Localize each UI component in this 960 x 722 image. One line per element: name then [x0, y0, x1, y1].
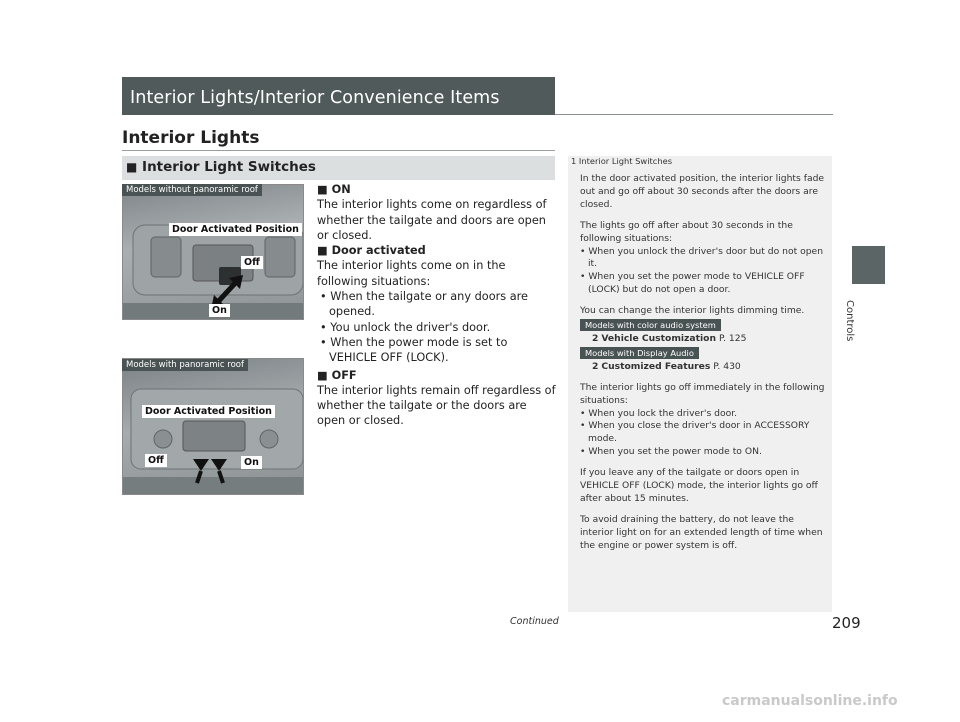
note-body	[580, 173, 830, 553]
note-p4: The interior lights go off immediately in the following situations:	[580, 381, 825, 406]
note-p2: The lights go off after about 30 seconds in the following situations:	[580, 219, 793, 244]
door-bullet-1: • When the tailgate or any doors are opened.	[320, 290, 528, 319]
watermark: carmanualsonline.info	[722, 693, 898, 709]
ref-customized-features-label: Customized Features	[601, 360, 711, 372]
on-text: The interior lights come on regardless of whether the tailgate and doors are open or closed.	[317, 198, 547, 242]
overhead-console-illustration-2	[123, 359, 303, 494]
note-p2-bullet-1: • When you unlock the driver's door but do not open it.	[580, 245, 824, 270]
figure-tag-panoramic: Models with panoramic roof	[122, 359, 248, 371]
subsection-marker: ■	[126, 160, 138, 174]
callout-on-bottom: On	[241, 456, 262, 469]
note-p4-bullet-2: • When you close the driver's door in ACCESSORY mode.	[580, 420, 810, 445]
page-number: 209	[832, 614, 861, 632]
note-header: 1 Interior Light Switches	[571, 156, 673, 166]
overhead-console-illustration	[123, 185, 303, 319]
tag-display-audio: Models with Display Audio	[580, 347, 699, 359]
callout-door-activated-bottom: Door Activated Position	[142, 405, 275, 418]
door-text: The interior lights come on in the following situations:	[317, 259, 506, 288]
ref-vehicle-customization-label: Vehicle Customization	[601, 332, 717, 344]
section-title: Interior Lights	[122, 128, 260, 148]
subsection-title	[126, 159, 316, 175]
figure-no-panoramic-roof	[122, 184, 304, 320]
note-p4-bullet-1: • When you lock the driver's door.	[580, 407, 738, 419]
ref-vehicle-customization-page: P. 125	[718, 332, 747, 344]
door-heading: ■ Door activated	[317, 244, 426, 258]
tag-color-audio: Models with color audio system	[580, 319, 721, 331]
callout-off-bottom: Off	[145, 454, 167, 467]
body-text	[317, 182, 557, 429]
note-p4-bullet-3: • When you set the power mode to ON.	[580, 446, 762, 458]
note-p2-bullet-2: • When you set the power mode to VEHICLE OFF (LOCK) but do not open a door.	[580, 271, 805, 296]
ref-arrow-icon-2: 2	[592, 360, 599, 372]
note-p3: You can change the interior lights dimming time.	[580, 305, 805, 317]
continued-label: Continued	[510, 616, 559, 627]
header-rule	[555, 114, 833, 115]
door-bullet-2: • You unlock the driver's door.	[320, 320, 491, 334]
off-text: The interior lights remain off regardless of whether the tailgate or the doors are open or closed.	[317, 383, 556, 428]
figure-panoramic-roof	[122, 358, 304, 495]
callout-door-activated-top: Door Activated Position	[169, 223, 302, 236]
note-p6: To avoid draining the battery, do not leave the interior light on for an extended length of time when the engine or power system is off.	[580, 513, 823, 551]
section-rule	[122, 150, 555, 151]
figure-tag-no-panoramic: Models without panoramic roof	[122, 184, 262, 196]
note-p1: In the door activated position, the interior lights fade out and go off about 30 seconds after the doors are closed.	[580, 173, 825, 210]
callout-on-top: On	[209, 304, 230, 317]
note-p5: If you leave any of the tailgate or doors open in VEHICLE OFF (LOCK) mode, the interior lights go off after about 15 minutes.	[580, 467, 818, 504]
off-heading: ■ OFF	[317, 368, 357, 382]
door-bullet-3: • When the power mode is set to VEHICLE OFF (LOCK).	[320, 335, 508, 365]
ref-arrow-icon: 2	[592, 332, 599, 344]
ref-customized-features-page: P. 430	[713, 360, 741, 372]
ref-customized-features[interactable]	[580, 361, 830, 374]
side-tab	[852, 246, 885, 284]
on-heading: ■ ON	[317, 183, 351, 196]
subsection-title-text: Interior Light Switches	[142, 159, 316, 175]
side-tab-label: Controls	[844, 300, 855, 342]
callout-off-top: Off	[241, 256, 263, 269]
page-title: Interior Lights/Interior Convenience Items	[130, 88, 500, 108]
ref-vehicle-customization[interactable]	[580, 333, 830, 346]
